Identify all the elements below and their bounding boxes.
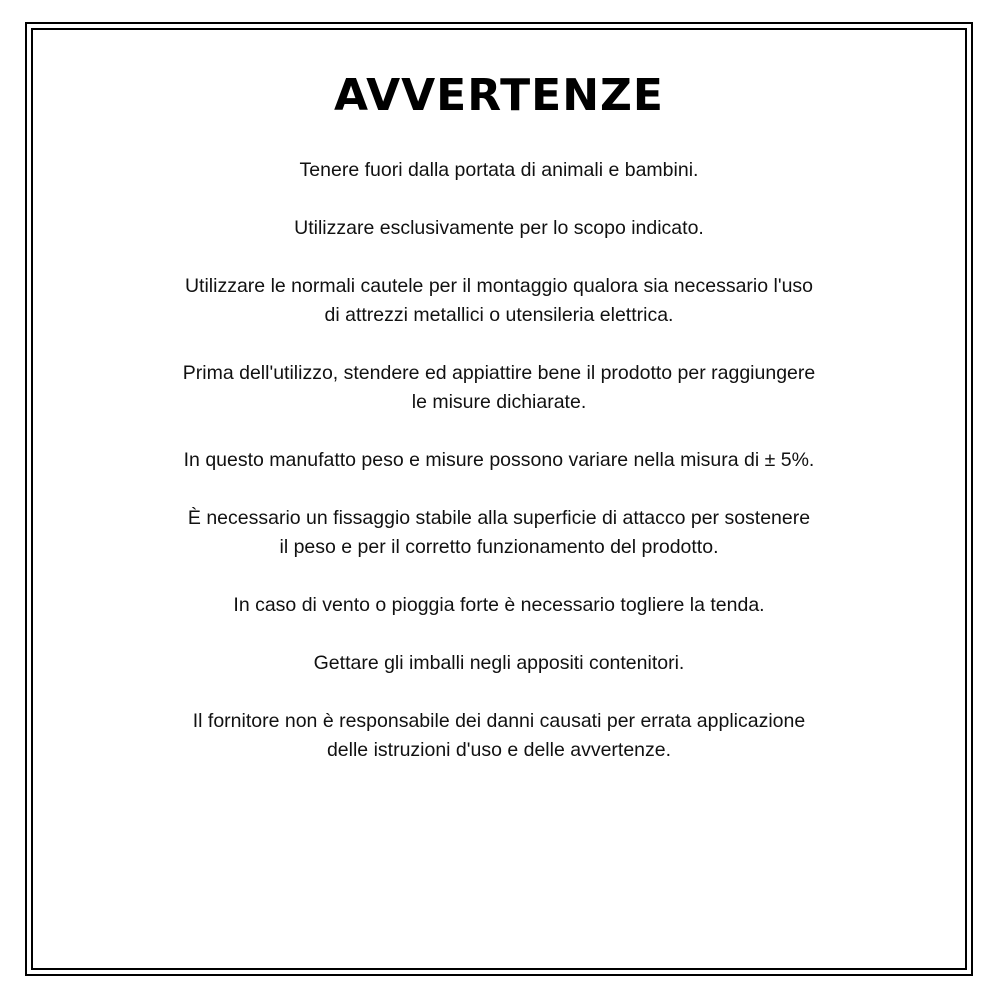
warning-line: il peso e per il corretto funzionamento del prodotto.: [279, 536, 719, 558]
warning-tolerance: [93, 446, 905, 475]
notice-inner-border: [31, 28, 967, 970]
warning-line: Prima dell'utilizzo, stendere ed appiattire bene il prodotto per raggiungere: [182, 362, 816, 384]
warning-line: In questo manufatto peso e misure possono variare nella misura di ± 5%.: [183, 449, 815, 471]
warning-line: È necessario un fissaggio stabile alla superficie di attacco per sostenere: [187, 507, 811, 529]
warning-line: Utilizzare esclusivamente per lo scopo indicato.: [294, 217, 704, 239]
warning-line: Il fornitore non è responsabile dei danni causati per errata applicazione: [192, 710, 806, 732]
warning-line: In caso di vento o pioggia forte è necessario togliere la tenda.: [233, 594, 765, 616]
notice-title: AVVERTENZE: [334, 70, 664, 121]
warning-flatten-product: [93, 359, 905, 417]
warning-assembly-tools: [93, 272, 905, 330]
warning-intended-use: [93, 214, 905, 243]
warning-fixing: [93, 504, 905, 562]
warning-line: Utilizzare le normali cautele per il montaggio qualora sia necessario l'uso: [184, 275, 814, 297]
warning-line: Tenere fuori dalla portata di animali e bambini.: [299, 159, 699, 181]
warning-children: [93, 156, 905, 185]
warning-weather: [93, 591, 905, 620]
warning-liability: [93, 707, 905, 765]
warning-line: Gettare gli imballi negli appositi contenitori.: [313, 652, 685, 674]
notice-outer-border: [25, 22, 973, 976]
warning-packaging: [93, 649, 905, 678]
warning-line: di attrezzi metallici o utensileria elettrica.: [324, 304, 674, 326]
warning-line: delle istruzioni d'uso e delle avvertenze.: [326, 739, 672, 761]
warning-line: le misure dichiarate.: [411, 391, 587, 413]
notice-body: [93, 156, 905, 794]
